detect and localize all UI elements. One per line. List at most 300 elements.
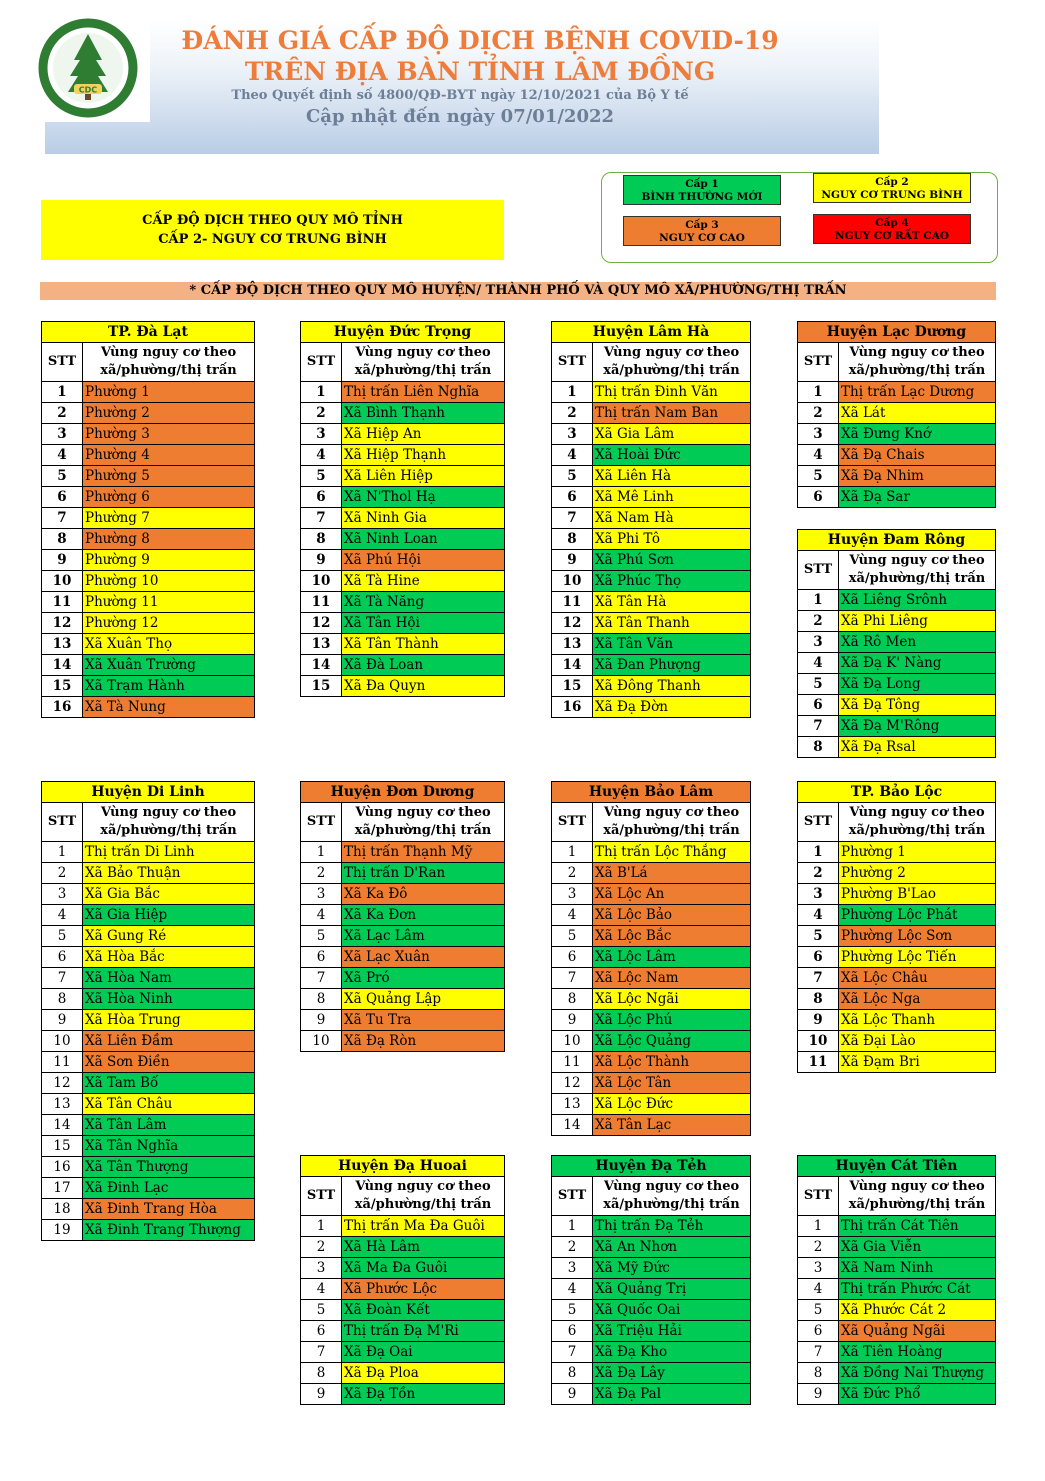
- row-number: 8: [301, 529, 342, 550]
- table-row: [301, 592, 505, 613]
- district-table: [41, 781, 255, 1241]
- table-row: [552, 1031, 751, 1052]
- row-number: 5: [798, 1300, 839, 1321]
- area-name: Xã Phước Cát 2: [839, 1300, 996, 1321]
- area-name: Xã Lộc Tân: [593, 1073, 751, 1094]
- area-name: Xã Hòa Ninh: [83, 989, 255, 1010]
- row-number: 1: [552, 842, 593, 863]
- row-number: 8: [42, 989, 83, 1010]
- row-number: 6: [42, 947, 83, 968]
- row-number: 1: [552, 1216, 593, 1237]
- area-name: Xã Đạ Ploa: [342, 1363, 505, 1384]
- table-row: [42, 1010, 255, 1031]
- row-number: 8: [798, 989, 839, 1010]
- area-name: Phường 7: [83, 508, 255, 529]
- area-name: Thị trấn Đinh Văn: [593, 382, 751, 403]
- table-row: [798, 590, 996, 611]
- area-name: Xã Đạ Ròn: [342, 1031, 505, 1052]
- table-row: [42, 676, 255, 697]
- area-name: Xã Đạ Tồn: [342, 1384, 505, 1405]
- row-number: 7: [798, 968, 839, 989]
- legend-level-2: Cấp 2 NGUY CƠ TRUNG BÌNH: [813, 173, 971, 203]
- row-number: 13: [42, 634, 83, 655]
- district-name: Huyện Lạc Dương: [798, 322, 996, 343]
- table-row: [798, 1010, 996, 1031]
- row-number: 12: [42, 613, 83, 634]
- row-number: 5: [798, 926, 839, 947]
- row-number: 10: [301, 1031, 342, 1052]
- table-row: [301, 382, 505, 403]
- row-number: 9: [552, 1010, 593, 1031]
- area-name: Xã Quốc Oai: [593, 1300, 751, 1321]
- table-row: [552, 863, 751, 884]
- row-number: 6: [42, 487, 83, 508]
- table-row: [301, 655, 505, 676]
- row-number: 10: [552, 571, 593, 592]
- area-name: Xã Đạ Đờn: [593, 697, 751, 718]
- area-name: Xã Mê Linh: [593, 487, 751, 508]
- area-name: Xã Lộc Phú: [593, 1010, 751, 1031]
- table-row: [552, 1115, 751, 1136]
- district-name: Huyện Đam Rông: [798, 530, 996, 551]
- area-name: Xã Đức Phổ: [839, 1384, 996, 1405]
- row-number: 5: [42, 466, 83, 487]
- table-row: [301, 1279, 505, 1300]
- row-number: 7: [42, 508, 83, 529]
- row-number: 3: [798, 424, 839, 445]
- table-row: [552, 1258, 751, 1279]
- table-row: [552, 529, 751, 550]
- row-number: 11: [301, 592, 342, 613]
- district-table: [551, 1155, 751, 1405]
- area-name: Phường Lộc Tiến: [839, 947, 996, 968]
- column-header-area: Vùng nguy cơ theo xã/phường/thị trấn: [839, 803, 996, 842]
- row-number: 2: [42, 863, 83, 884]
- column-header-stt: STT: [42, 343, 83, 382]
- area-name: Xã Tiên Hoàng: [839, 1342, 996, 1363]
- table-row: [42, 863, 255, 884]
- row-number: 11: [42, 1052, 83, 1073]
- area-name: Xã Bình Thạnh: [342, 403, 505, 424]
- area-name: Xã Trạm Hành: [83, 676, 255, 697]
- area-name: Xã Tân Thành: [342, 634, 505, 655]
- row-number: 6: [301, 947, 342, 968]
- table-row: [798, 968, 996, 989]
- area-name: Xã Ma Đa Guôi: [342, 1258, 505, 1279]
- area-name: Thị trấn Phước Cát: [839, 1279, 996, 1300]
- area-name: Xã Phú Sơn: [593, 550, 751, 571]
- area-name: Xã Hiệp An: [342, 424, 505, 445]
- table-row: [301, 1258, 505, 1279]
- column-header-area: Vùng nguy cơ theo xã/phường/thị trấn: [342, 343, 505, 382]
- district-table: [551, 321, 751, 718]
- row-number: 8: [301, 1363, 342, 1384]
- row-number: 2: [552, 1237, 593, 1258]
- table-row: [552, 466, 751, 487]
- area-name: Xã Hòa Trung: [83, 1010, 255, 1031]
- area-name: Xã Đưng Knớ: [839, 424, 996, 445]
- row-number: 11: [42, 592, 83, 613]
- row-number: 6: [798, 1321, 839, 1342]
- table-row: [798, 947, 996, 968]
- table-row: [301, 1321, 505, 1342]
- row-number: 2: [798, 863, 839, 884]
- column-header-area: Vùng nguy cơ theo xã/phường/thị trấn: [593, 343, 751, 382]
- table-row: [301, 947, 505, 968]
- table-row: [552, 550, 751, 571]
- area-name: Phường 1: [839, 842, 996, 863]
- row-number: 7: [42, 968, 83, 989]
- table-row: [798, 1279, 996, 1300]
- area-name: Xã Hòa Nam: [83, 968, 255, 989]
- district-table: [797, 781, 996, 1073]
- table-row: [798, 1321, 996, 1342]
- table-row: [552, 382, 751, 403]
- table-row: [552, 634, 751, 655]
- table-row: [42, 613, 255, 634]
- row-number: 10: [301, 571, 342, 592]
- table-row: [552, 884, 751, 905]
- column-header-stt: STT: [301, 343, 342, 382]
- area-name: Thị trấn Lạc Dương: [839, 382, 996, 403]
- area-name: Xã Đạ Kho: [593, 1342, 751, 1363]
- row-number: 9: [301, 1010, 342, 1031]
- area-name: Phường Lộc Sơn: [839, 926, 996, 947]
- area-name: Xã Lộc Nam: [593, 968, 751, 989]
- table-row: [552, 1300, 751, 1321]
- row-number: 1: [798, 382, 839, 403]
- table-row: [42, 529, 255, 550]
- row-number: 5: [301, 1300, 342, 1321]
- district-name: Huyện Đạ Tẻh: [552, 1156, 751, 1177]
- area-name: Xã Đạm Bri: [839, 1052, 996, 1073]
- table-row: [552, 905, 751, 926]
- area-name: Xã Đa Quyn: [342, 676, 505, 697]
- area-name: Xã Đạ Nhim: [839, 466, 996, 487]
- row-number: 14: [301, 655, 342, 676]
- table-row: [552, 1363, 751, 1384]
- area-name: Phường 3: [83, 424, 255, 445]
- legend: [601, 172, 998, 263]
- table-row: [42, 382, 255, 403]
- row-number: 8: [42, 529, 83, 550]
- table-row: [552, 947, 751, 968]
- table-row: [798, 716, 996, 737]
- district-table: [300, 781, 505, 1052]
- row-number: 5: [552, 1300, 593, 1321]
- table-row: [798, 905, 996, 926]
- column-header-area: Vùng nguy cơ theo xã/phường/thị trấn: [839, 551, 996, 590]
- legend-level-3: Cấp 3 NGUY CƠ CAO: [623, 216, 781, 246]
- column-header-area: Vùng nguy cơ theo xã/phường/thị trấn: [83, 803, 255, 842]
- area-name: Thị trấn Thạnh Mỹ: [342, 842, 505, 863]
- district-table: [300, 1155, 505, 1405]
- page-title-line2: TRÊN ĐỊA BÀN TỈNH LÂM ĐỒNG: [244, 57, 716, 86]
- area-name: Xã An Nhơn: [593, 1237, 751, 1258]
- row-number: 3: [301, 424, 342, 445]
- area-name: Xã Tân Văn: [593, 634, 751, 655]
- row-number: 2: [798, 611, 839, 632]
- district-name: Huyện Đơn Dương: [301, 782, 505, 803]
- area-name: Xã Tân Thanh: [593, 613, 751, 634]
- area-name: Xã Lộc Thành: [593, 1052, 751, 1073]
- area-name: Xã Nam Ninh: [839, 1258, 996, 1279]
- column-header-stt: STT: [798, 551, 839, 590]
- area-name: Xã Đoàn Kết: [342, 1300, 505, 1321]
- column-header-stt: STT: [301, 1177, 342, 1216]
- table-row: [42, 1220, 255, 1241]
- row-number: 14: [42, 1115, 83, 1136]
- area-name: Xã Lộc Ngãi: [593, 989, 751, 1010]
- table-row: [552, 1052, 751, 1073]
- area-name: Xã Đạ Rsal: [839, 737, 996, 758]
- table-row: [798, 1342, 996, 1363]
- area-name: Xã Đạ Pal: [593, 1384, 751, 1405]
- column-header-area: Vùng nguy cơ theo xã/phường/thị trấn: [83, 343, 255, 382]
- row-number: 9: [42, 550, 83, 571]
- table-row: [552, 676, 751, 697]
- area-name: Xã Tam Bố: [83, 1073, 255, 1094]
- table-row: [42, 1136, 255, 1157]
- row-number: 15: [42, 676, 83, 697]
- row-number: 3: [798, 632, 839, 653]
- table-row: [301, 529, 505, 550]
- row-number: 4: [798, 1279, 839, 1300]
- row-number: 4: [798, 445, 839, 466]
- area-name: Xã Tân Lâm: [83, 1115, 255, 1136]
- column-header-area: Vùng nguy cơ theo xã/phường/thị trấn: [593, 803, 751, 842]
- row-number: 6: [798, 487, 839, 508]
- area-name: Xã Tà Nung: [83, 697, 255, 718]
- row-number: 2: [552, 863, 593, 884]
- table-row: [301, 676, 505, 697]
- table-row: [42, 989, 255, 1010]
- column-header-area: Vùng nguy cơ theo xã/phường/thị trấn: [839, 343, 996, 382]
- area-name: Xã Tân Hà: [593, 592, 751, 613]
- table-row: [42, 1115, 255, 1136]
- table-row: [552, 613, 751, 634]
- table-row: [552, 1216, 751, 1237]
- area-name: Xã Tu Tra: [342, 1010, 505, 1031]
- row-number: 4: [552, 445, 593, 466]
- area-name: Xã Đạ Sar: [839, 487, 996, 508]
- area-name: Xã Tân Lạc: [593, 1115, 751, 1136]
- row-number: 6: [552, 1321, 593, 1342]
- area-name: Xã Quảng Ngãi: [839, 1321, 996, 1342]
- area-name: Phường 4: [83, 445, 255, 466]
- table-row: [42, 697, 255, 718]
- column-header-stt: STT: [798, 1177, 839, 1216]
- row-number: 3: [798, 884, 839, 905]
- district-name: Huyện Đức Trọng: [301, 322, 505, 343]
- row-number: 13: [301, 634, 342, 655]
- province-level-title: CẤP ĐỘ DỊCH THEO QUY MÔ TỈNH: [142, 213, 403, 228]
- decision-reference: Theo Quyết định số 4800/QĐ-BYT ngày 12/10/2021 của Bộ Y tế: [231, 88, 689, 103]
- area-name: Xã Ka Đô: [342, 884, 505, 905]
- row-number: 6: [798, 947, 839, 968]
- table-row: [798, 445, 996, 466]
- row-number: 10: [552, 1031, 593, 1052]
- row-number: 9: [552, 550, 593, 571]
- table-row: [552, 968, 751, 989]
- table-row: [552, 487, 751, 508]
- province-level-value: CẤP 2- NGUY CƠ TRUNG BÌNH: [158, 232, 387, 247]
- row-number: 4: [301, 445, 342, 466]
- table-row: [42, 905, 255, 926]
- table-row: [42, 1073, 255, 1094]
- table-row: [42, 424, 255, 445]
- table-row: [42, 1031, 255, 1052]
- district-table: [300, 321, 505, 697]
- row-number: 8: [552, 989, 593, 1010]
- area-name: Xã Rô Men: [839, 632, 996, 653]
- area-name: Phường 9: [83, 550, 255, 571]
- table-row: [798, 424, 996, 445]
- area-name: Xã Tân Châu: [83, 1094, 255, 1115]
- table-row: [552, 655, 751, 676]
- row-number: 7: [798, 1342, 839, 1363]
- row-number: 9: [552, 1384, 593, 1405]
- row-number: 4: [42, 445, 83, 466]
- table-row: [42, 634, 255, 655]
- row-number: 2: [301, 863, 342, 884]
- area-name: Xã Lạc Xuân: [342, 947, 505, 968]
- area-name: Xã Gia Viễn: [839, 1237, 996, 1258]
- row-number: 14: [552, 1115, 593, 1136]
- table-row: [552, 424, 751, 445]
- area-name: Xã Tà Năng: [342, 592, 505, 613]
- row-number: 1: [552, 382, 593, 403]
- row-number: 10: [798, 1031, 839, 1052]
- area-name: Thị trấn Đạ Tẻh: [593, 1216, 751, 1237]
- row-number: 2: [42, 403, 83, 424]
- table-row: [301, 1300, 505, 1321]
- table-row: [301, 403, 505, 424]
- district-name: Huyện Bảo Lâm: [552, 782, 751, 803]
- table-row: [552, 1094, 751, 1115]
- table-row: [42, 592, 255, 613]
- district-table: [797, 321, 996, 508]
- area-name: Thị trấn Ma Đa Guôi: [342, 1216, 505, 1237]
- table-row: [798, 926, 996, 947]
- row-number: 9: [798, 1384, 839, 1405]
- table-row: [798, 989, 996, 1010]
- area-name: Xã Lộc Bắc: [593, 926, 751, 947]
- area-name: Xã Liên Đầm: [83, 1031, 255, 1052]
- row-number: 2: [552, 403, 593, 424]
- area-name: Xã Hà Lâm: [342, 1237, 505, 1258]
- row-number: 9: [301, 550, 342, 571]
- table-row: [552, 1237, 751, 1258]
- area-name: Xã Gia Bắc: [83, 884, 255, 905]
- table-row: [552, 403, 751, 424]
- area-name: Xã Tà Hine: [342, 571, 505, 592]
- table-row: [552, 1321, 751, 1342]
- area-name: Xã Ninh Gia: [342, 508, 505, 529]
- table-row: [301, 487, 505, 508]
- table-row: [42, 1157, 255, 1178]
- page-title-line1: ĐÁNH GIÁ CẤP ĐỘ DỊCH BỆNH COVID-19: [181, 26, 779, 55]
- table-row: [42, 1052, 255, 1073]
- area-name: Xã Lộc Lâm: [593, 947, 751, 968]
- row-number: 7: [301, 508, 342, 529]
- table-row: [798, 653, 996, 674]
- row-number: 13: [42, 1094, 83, 1115]
- table-row: [798, 403, 996, 424]
- table-row: [42, 550, 255, 571]
- area-name: Xã Sơn Điền: [83, 1052, 255, 1073]
- area-name: Xã Phúc Thọ: [593, 571, 751, 592]
- table-row: [301, 1216, 505, 1237]
- area-name: Xã Tân Thượng: [83, 1157, 255, 1178]
- area-name: Phường 6: [83, 487, 255, 508]
- area-name: Xã Liên Hiệp: [342, 466, 505, 487]
- district-name: TP. Bảo Lộc: [798, 782, 996, 803]
- district-name: Huyện Cát Tiên: [798, 1156, 996, 1177]
- column-header-area: Vùng nguy cơ theo xã/phường/thị trấn: [342, 1177, 505, 1216]
- row-number: 7: [301, 1342, 342, 1363]
- table-row: [301, 445, 505, 466]
- row-number: 5: [552, 466, 593, 487]
- area-name: Xã Liên Hà: [593, 466, 751, 487]
- row-number: 17: [42, 1178, 83, 1199]
- row-number: 13: [552, 1094, 593, 1115]
- area-name: Xã N'Thol Hạ: [342, 487, 505, 508]
- row-number: 1: [798, 842, 839, 863]
- cdc-logo: [38, 18, 150, 122]
- row-number: 16: [42, 697, 83, 718]
- table-row: [798, 487, 996, 508]
- table-row: [301, 989, 505, 1010]
- row-number: 8: [301, 989, 342, 1010]
- area-name: Xã Lộc Bảo: [593, 905, 751, 926]
- area-name: Xã B'Lá: [593, 863, 751, 884]
- row-number: 10: [42, 571, 83, 592]
- table-row: [552, 926, 751, 947]
- row-number: 5: [798, 466, 839, 487]
- legend-level-1: Cấp 1 BÌNH THƯỜNG MỚI: [623, 175, 781, 205]
- column-header-stt: STT: [798, 343, 839, 382]
- area-name: Xã Hiệp Thạnh: [342, 445, 505, 466]
- area-name: Xã Đồng Nai Thượng: [839, 1363, 996, 1384]
- legend-level-4: Cấp 4 NGUY CƠ RẤT CAO: [813, 214, 971, 244]
- row-number: 4: [798, 653, 839, 674]
- row-number: 4: [552, 905, 593, 926]
- table-row: [301, 926, 505, 947]
- table-row: [42, 926, 255, 947]
- row-number: 6: [552, 947, 593, 968]
- row-number: 1: [301, 382, 342, 403]
- table-row: [552, 989, 751, 1010]
- area-name: Xã Đinh Trang Hòa: [83, 1199, 255, 1220]
- update-date: Cập nhật đến ngày 07/01/2022: [305, 106, 615, 127]
- table-row: [301, 1237, 505, 1258]
- area-name: Xã Lộc Thanh: [839, 1010, 996, 1031]
- row-number: 7: [552, 508, 593, 529]
- area-name: Xã Đinh Lạc: [83, 1178, 255, 1199]
- row-number: 15: [552, 676, 593, 697]
- area-name: Xã Đà Loan: [342, 655, 505, 676]
- area-name: Xã Lộc Nga: [839, 989, 996, 1010]
- table-row: [42, 487, 255, 508]
- row-number: 4: [301, 905, 342, 926]
- table-row: [42, 655, 255, 676]
- row-number: 8: [552, 1363, 593, 1384]
- area-name: Phường 5: [83, 466, 255, 487]
- table-row: [42, 1178, 255, 1199]
- area-name: Xã Lạc Lâm: [342, 926, 505, 947]
- area-name: Xã Đạ Chais: [839, 445, 996, 466]
